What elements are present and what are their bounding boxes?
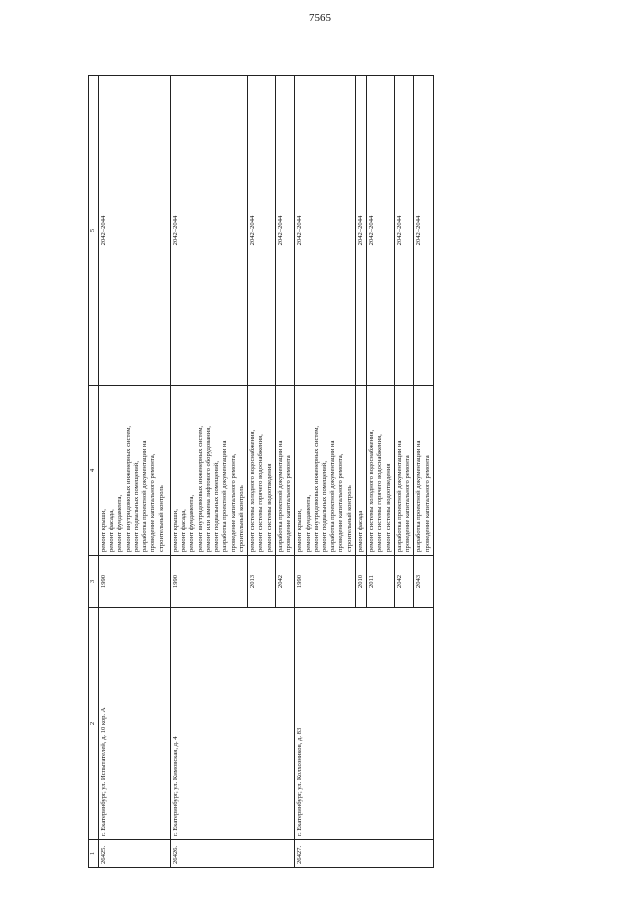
work-item: ремонт подвальных помещений, [213,461,221,552]
header-col-2: 2 [89,608,99,840]
work-item: ремонт фундамента, [188,494,196,552]
record-address: г. Екатеринбург, ул. Испытателей, д. 10 кор. А [99,608,171,840]
table-row [99,76,171,868]
commissioning-year: 2042 [275,556,294,608]
work-item: проведение капитального ремонта [404,455,412,552]
work-item: ремонт фасада, [180,509,188,552]
header-col-1: 1 [89,840,99,868]
planned-period: 2042–2044 [414,76,433,386]
work-item: ремонт фасада [356,510,364,552]
table-body [99,76,434,868]
work-item: ремонт системы горячего водоснабжения, [376,434,384,552]
commissioning-year: 2042 [394,556,413,608]
commissioning-year: 2043 [414,556,433,608]
work-item: разработка проектной документации на [276,440,284,552]
planned-period: 2042–2044 [99,76,171,386]
planned-period: 2042–2044 [248,76,276,386]
planned-period: 2042–2044 [275,76,294,386]
record-address: г. Екатеринбург, ул. Кимовская, д. 4 [171,608,295,840]
work-item: разработка проектной документации на [415,440,423,552]
work-item: ремонт фундамента, [304,494,312,552]
work-item: ремонт крыши, [296,509,304,552]
works-list [414,386,433,556]
work-item: ремонт или замена лифтового оборудования, [204,426,212,552]
work-item: ремонт крыши, [172,509,179,552]
commissioning-year: 2010 [355,556,366,608]
work-item: ремонт системы водоотведения [384,463,392,552]
work-item: ремонт системы холодного водоснабжения, [249,429,257,552]
work-item: проведение капитального ремонта, [149,453,157,552]
work-item: проведение капитального ремонта [285,455,293,552]
planned-period: 2042–2044 [367,76,395,386]
header-col-5: 5 [89,76,99,386]
commissioning-year: 1990 [295,556,356,608]
work-item: ремонт подвальных помещений, [132,461,140,552]
work-item: разработка проектной документации на [329,440,337,552]
commissioning-year: 2011 [367,556,395,608]
planned-period: 2042–2044 [295,76,356,386]
page-number: 7565 [309,12,331,24]
work-item: ремонт внутридомовых инженерных систем, [196,425,204,552]
work-item: ремонт системы водоотведения [265,463,273,552]
repair-schedule-table [88,75,434,868]
record-number: 26427. [295,840,434,868]
work-item: разработка проектной документации на [221,440,229,552]
record-number: 26426. [171,840,295,868]
work-item: строительный контроль [237,485,245,552]
work-item: ремонт крыши, [100,509,107,552]
record-number: 26425. [99,840,171,868]
table-row [171,76,248,868]
works-list [248,386,276,556]
work-item: проведение капитального ремонта, [229,453,237,552]
work-item: разработка проектной документации на [395,440,403,552]
work-item: строительный контроль [157,485,165,552]
works-list [355,386,366,556]
work-item: ремонт фасада, [108,509,116,552]
planned-period: 2042–2044 [355,76,366,386]
record-address: г. Екатеринбург, ул. Колхозников, д. 83 [295,608,434,840]
works-list [171,386,248,556]
work-item: проведение капитального ремонта [423,455,431,552]
works-list [295,386,356,556]
works-list [367,386,395,556]
header-col-4: 4 [89,386,99,556]
works-list [275,386,294,556]
works-list [394,386,413,556]
work-item: ремонт внутридомовых инженерных систем, [124,425,132,552]
work-item: ремонт системы горячего водоснабжения, [257,434,265,552]
planned-period: 2042–2044 [171,76,248,386]
commissioning-year: 1990 [99,556,171,608]
rotated-table-container [88,76,568,868]
planned-period: 2042–2044 [394,76,413,386]
work-item: строительный контроль [345,485,353,552]
header-col-3: 3 [89,556,99,608]
commissioning-year: 2013 [248,556,276,608]
table-row [295,76,356,868]
commissioning-year: 1990 [171,556,248,608]
works-list [99,386,171,556]
work-item: ремонт внутридомовых инженерных систем, [312,425,320,552]
work-item: ремонт фундамента, [116,494,124,552]
work-item: ремонт подвальных помещений, [320,461,328,552]
work-item: разработка проектной документации на [141,440,149,552]
work-item: проведение капитального ремонта, [337,453,345,552]
work-item: ремонт системы холодного водоснабжения, [368,429,376,552]
header-row [89,76,99,868]
